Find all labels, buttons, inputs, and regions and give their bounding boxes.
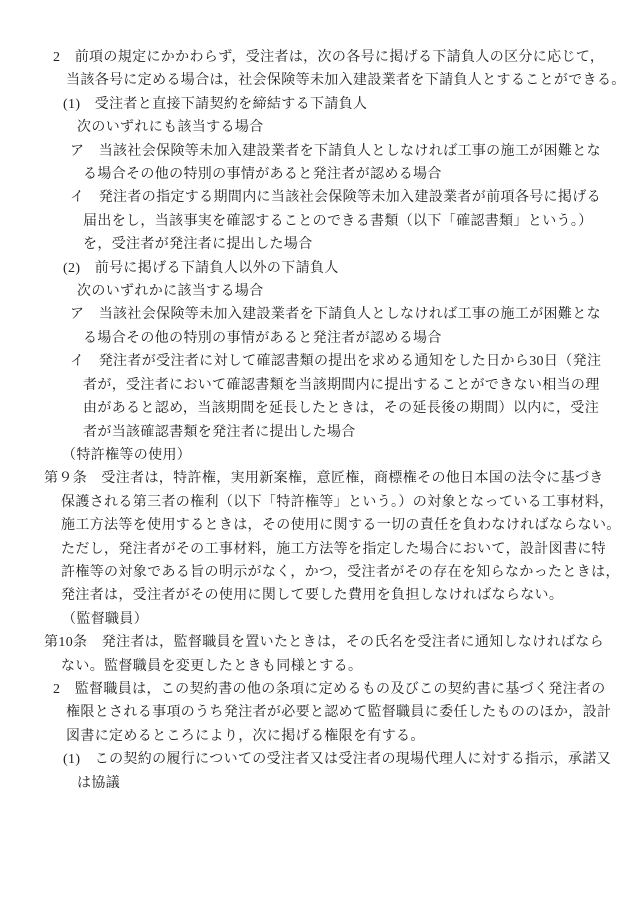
doc-line: 次のいずれにも該当する場合 xyxy=(77,120,264,136)
doc-line: 者が，受注者において確認書類を当該期間内に提出することができない相当の理 xyxy=(83,377,600,393)
doc-line: 施工方法等を使用するときは，その使用に関する一切の責任を負わなければならない。 xyxy=(61,518,621,534)
doc-line: 当該各号に定める場合は，社会保険等未加入建設業者を下請負人とすることができる。 xyxy=(66,73,626,89)
doc-line: ない。監督職員を変更したときも同様とする。 xyxy=(61,658,363,674)
section-heading: （監督職員） xyxy=(62,611,149,627)
article-line: 第９条 受注者は，特許権，実用新案権，意匠権，商標権その他日本国の法令に基づき xyxy=(44,471,604,487)
doc-line: は協議 xyxy=(77,775,121,791)
doc-line: ただし，発注者がその工事材料，施工方法等を指定した場合において，設計図書に特 xyxy=(61,541,607,557)
doc-line: 保護される第三者の権利（以下「特許権等」という。）の対象となっている工事材料， xyxy=(61,494,614,510)
doc-line: ア 当該社会保険等未加入建設業者を下請負人としなければ工事の施工が困難とな xyxy=(70,143,601,159)
doc-line: 権限とされる事項のうち発注者が必要と認めて監督職員に委任したもののほか，設計 xyxy=(66,705,612,721)
doc-line: 2 監督職員は，この契約書の他の条項に定めるもの及びこの契約書に基づく発注者の xyxy=(53,681,606,697)
doc-line: 2 前項の規定にかかわらず，受注者は，次の各号に掲げる下請負人の区分に応じて， xyxy=(53,50,605,65)
doc-line: イ 発注者の指定する期間内に当該社会保険等未加入建設業者が前項各号に掲げる xyxy=(70,190,601,206)
doc-line: る場合その他の特別の事情があると発注者が認める場合 xyxy=(83,330,442,346)
doc-line: 次のいずれかに該当する場合 xyxy=(77,284,264,300)
doc-line: ア 当該社会保険等未加入建設業者を下請負人としなければ工事の施工が困難とな xyxy=(70,307,601,323)
doc-line: を，受注者が発注者に提出した場合 xyxy=(83,237,313,253)
doc-line: イ 発注者が受注者に対して確認書類の提出を求める通知をした日から30日（発注 xyxy=(70,354,602,370)
doc-line: 届出をし，当該事実を確認することのできる書類（以下「確認書類」という。） xyxy=(83,213,593,229)
doc-line: (2) 前号に掲げる下請負人以外の下請負人 xyxy=(63,260,339,276)
doc-line: る場合その他の特別の事情があると発注者が認める場合 xyxy=(83,167,442,183)
doc-line: (1) この契約の履行についての受注者又は受注者の現場代理人に対する指示，承諾又 xyxy=(63,752,612,768)
article-line: 第10条 発注者は，監督職員を置いたときは，その氏名を受注者に通知しなければなら xyxy=(44,635,604,651)
doc-line: 許権等の対象である旨の明示がなく，かつ，受注者がその存在を知らなかったときは， xyxy=(61,564,620,580)
doc-line: 図書に定めるところにより，次に掲げる権限を有する。 xyxy=(66,728,425,744)
doc-line: 発注者は，受注者がその使用に関して要した費用を負担しなければならない。 xyxy=(61,588,564,604)
section-heading: （特許権等の使用） xyxy=(62,447,192,463)
document-content xyxy=(0,46,630,795)
doc-line: 者が当該確認書類を発注者に提出した場合 xyxy=(83,424,356,440)
doc-line: 由があると認め，当該期間を延長したときは，その延長後の期間）以内に，受注 xyxy=(83,401,600,417)
doc-line: (1) 受注者と直接下請契約を締結する下請負人 xyxy=(63,96,368,112)
